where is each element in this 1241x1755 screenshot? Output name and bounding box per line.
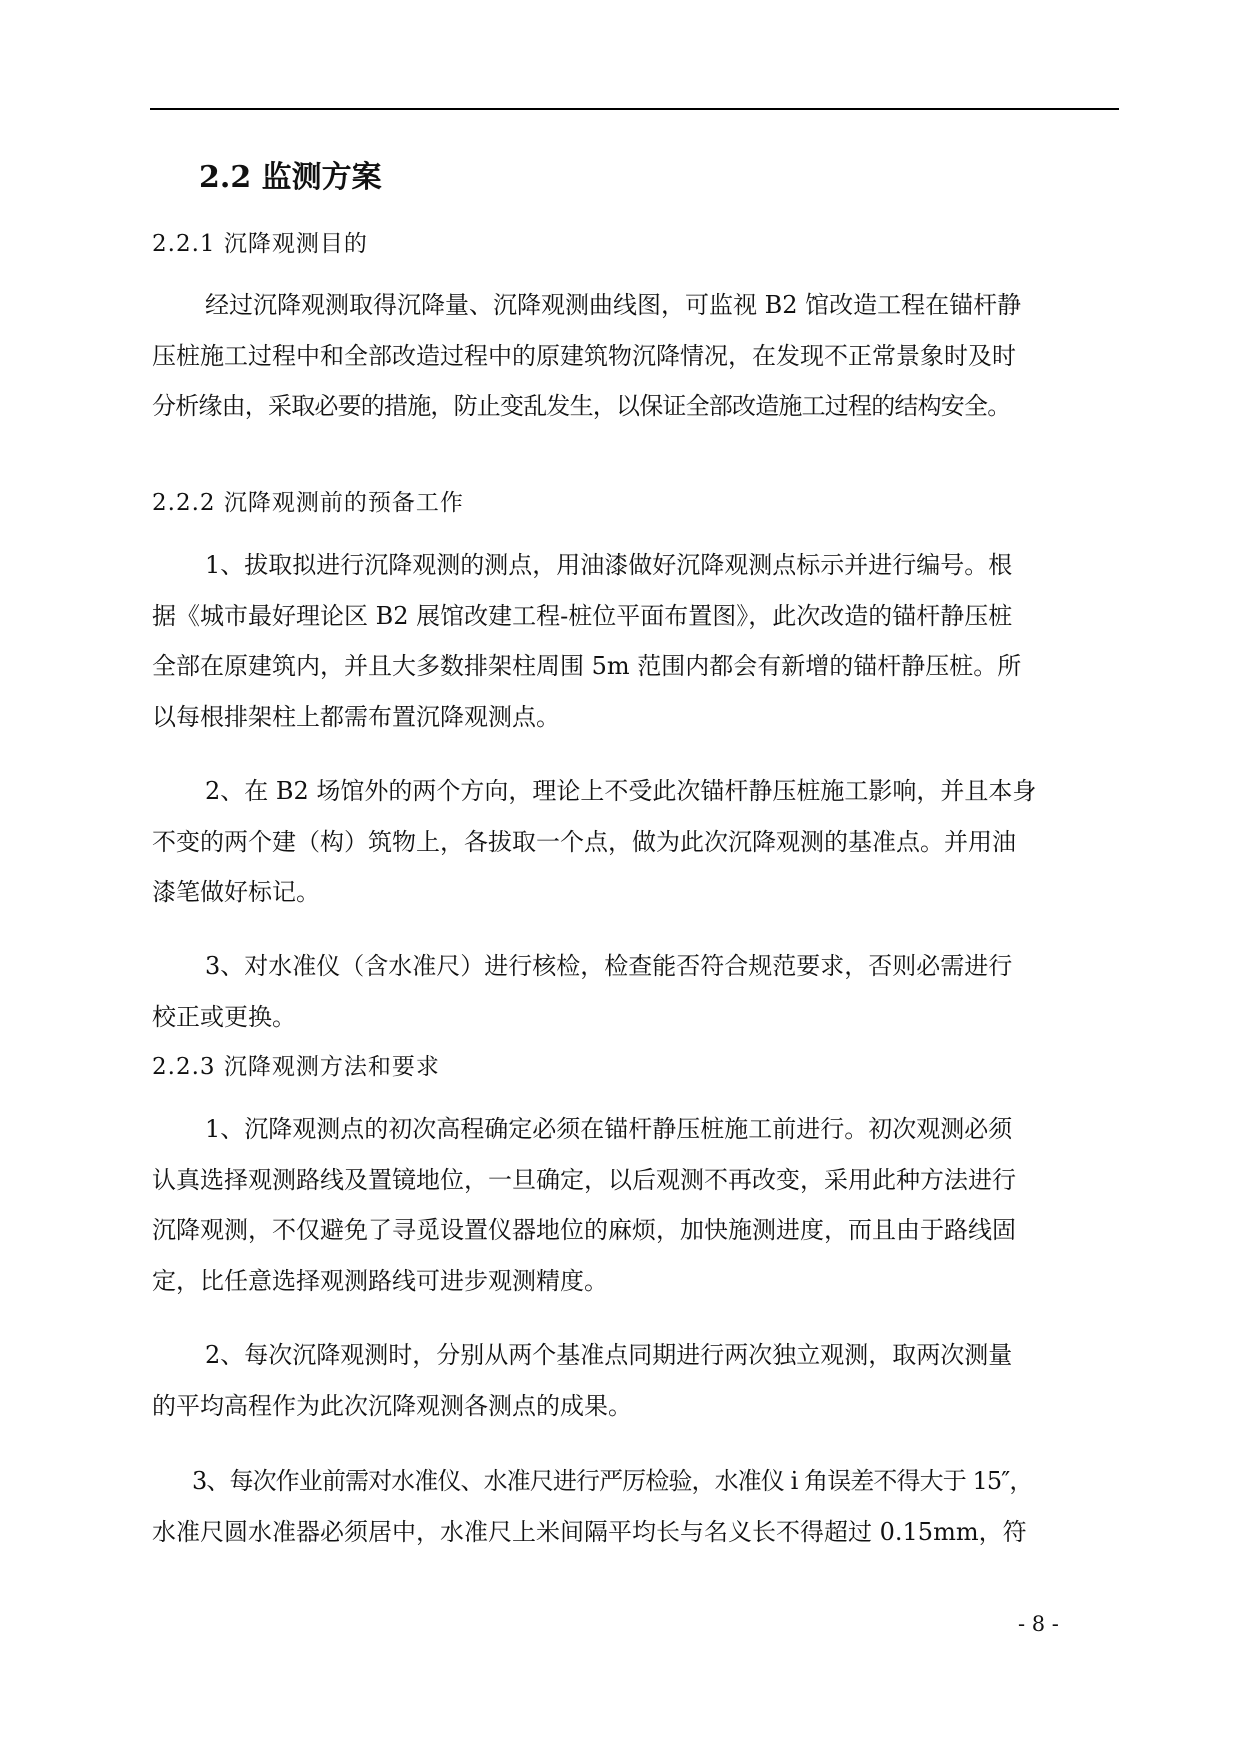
paragraph-line: 据《城市最好理论区 B2 展馆改建工程-桩位平面布置图》，此次改造的锚杆静压桩 (152, 601, 1013, 630)
paragraph-line: 3、每次作业前需对水准仪、水准尺进行严厉检验，水准仪 i 角误差不得大于 15″， (192, 1467, 1033, 1495)
page-number: - 8 - (1018, 1612, 1059, 1636)
subsection-title-2-2-3: 2.2.3 沉降观测方法和要求 (152, 1054, 440, 1080)
paragraph (152, 766, 1118, 918)
paragraph (152, 1104, 1118, 1306)
paragraph-line: 的平均高程作为此次沉降观测各测点的成果。 (152, 1391, 632, 1420)
section-heading: 2.2 监测方案 (199, 160, 382, 195)
subsection-title-2-2-2: 2.2.2 沉降观测前的预备工作 (152, 490, 464, 516)
paragraph-line: 2、在 B2 场馆外的两个方向，理论上不受此次锚杆静压桩施工影响，并且本身 (205, 777, 1037, 805)
paragraph-line: 全部在原建筑内，并且大多数排架柱周围 5m 范围内都会有新增的锚杆静压桩。所 (152, 652, 1022, 680)
paragraph (152, 1330, 1118, 1431)
paragraph-line: 1、沉降观测点的初次高程确定必须在锚杆静压桩施工前进行。初次观测必须 (205, 1115, 1013, 1143)
paragraph (152, 1456, 1118, 1557)
paragraph-line: 水准尺圆水准器必须居中，水准尺上米间隔平均长与名义长不得超过 0.15mm，符 (152, 1517, 1027, 1546)
paragraph-line: 2、每次沉降观测时，分别从两个基准点同期进行两次独立观测，取两次测量 (205, 1341, 1013, 1369)
paragraph-line: 3、对水准仪（含水准尺）进行核检，检查能否符合规范要求，否则必需进行 (205, 952, 1013, 980)
subsection-title-2-2-1: 2.2.1 沉降观测目的 (152, 231, 368, 257)
paragraph-line: 不变的两个建（构）筑物上，各拔取一个点，做为此次沉降观测的基准点。并用油 (152, 827, 1016, 856)
paragraph-line: 经过沉降观测取得沉降量、沉降观测曲线图，可监视 B2 馆改造工程在锚杆静 (205, 291, 1022, 319)
paragraph-line: 压桩施工过程中和全部改造过程中的原建筑物沉降情况，在发现不正常景象时及时 (152, 341, 1016, 370)
paragraph-line: 分析缘由，采取必要的措施，防止变乱发生，以保证全部改造施工过程的结构安全。 (152, 392, 1011, 420)
paragraph-line: 沉降观测，不仅避免了寻觅设置仪器地位的麻烦，加快施测进度，而且由于路线固 (152, 1216, 1016, 1244)
paragraph (152, 941, 1118, 1042)
header-rule (150, 108, 1119, 110)
paragraph (152, 280, 1118, 432)
paragraph-line: 1、拔取拟进行沉降观测的测点，用油漆做好沉降观测点标示并进行编号。根 (205, 551, 1013, 579)
paragraph-line: 定，比任意选择观测路线可进步观测精度。 (152, 1266, 608, 1295)
paragraph (152, 540, 1118, 742)
paragraph-line: 以每根排架柱上都需布置沉降观测点。 (152, 702, 560, 731)
paragraph-line: 漆笔做好标记。 (152, 878, 320, 906)
paragraph-line: 认真选择观测路线及置镜地位，一旦确定，以后观测不再改变，采用此种方法进行 (152, 1165, 1016, 1194)
paragraph-line: 校正或更换。 (152, 1002, 296, 1031)
